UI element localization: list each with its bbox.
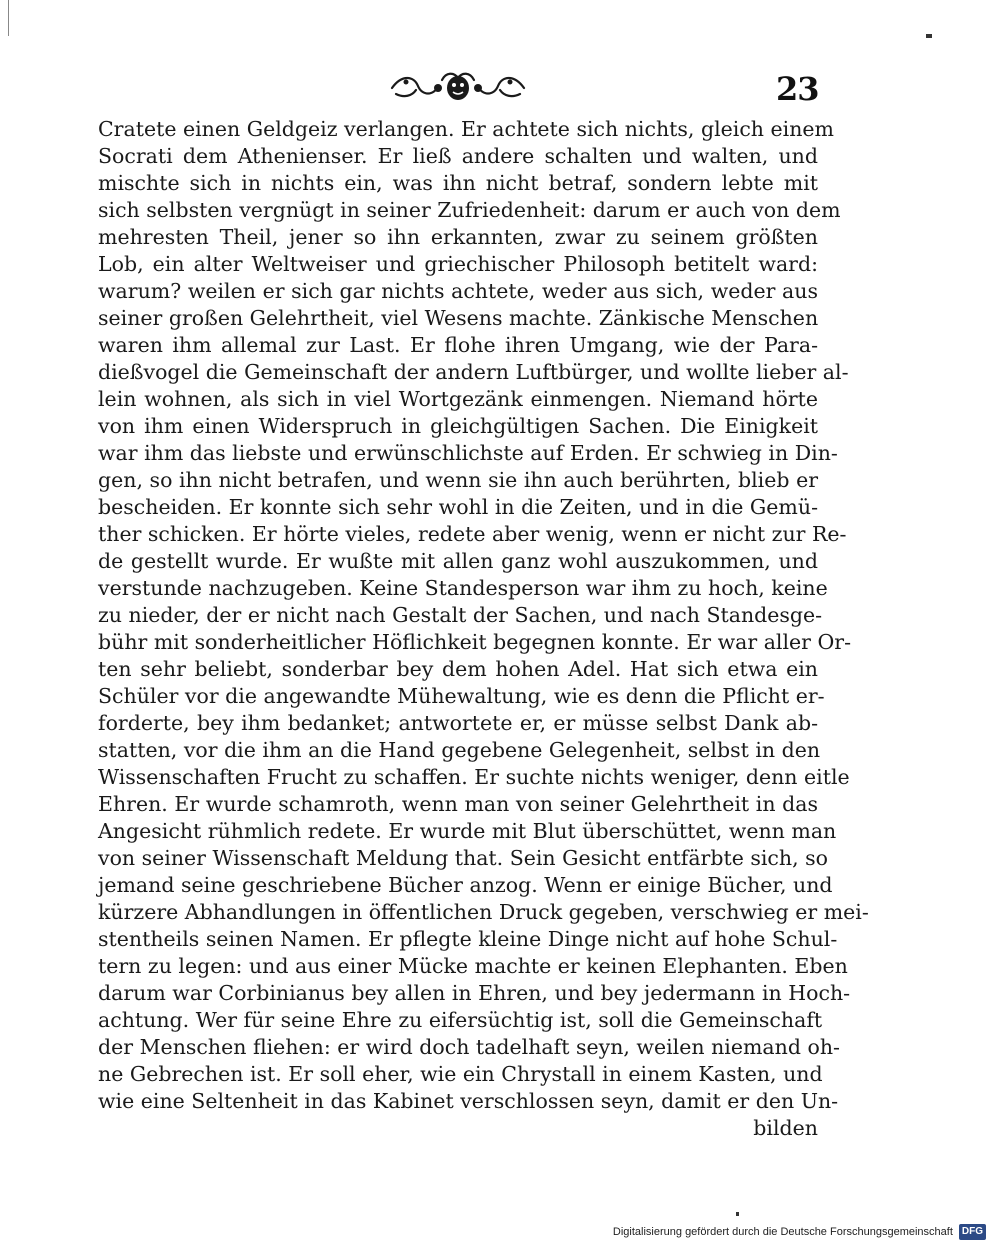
- floral-ornament-icon: [388, 68, 528, 104]
- text-line: verstunde nachzugeben. Keine Standesperson war ihm zu hoch, keine: [98, 576, 828, 600]
- text-line: lein wohnen, als sich in viel Wortgezänk einmengen. Niemand hörte: [98, 387, 818, 411]
- text-line: ther schicken. Er hörte vieles, redete aber wenig, wenn er nicht zur Re-: [98, 522, 847, 546]
- text-line: gen, so ihn nicht betrafen, und wenn sie ihn auch berührten, blieb er: [98, 468, 818, 492]
- text-line: ten sehr beliebt, sonderbar bey dem hohen Adel. Hat sich etwa ein: [98, 657, 818, 681]
- text-line: mischte sich in nichts ein, was ihn nicht betraf, sondern lebte mit: [98, 171, 818, 195]
- text-line: der Menschen fliehen: er wird doch tadelhaft seyn, weilen niemand oh-: [98, 1035, 840, 1059]
- text-line: ne Gebrechen ist. Er soll eher, wie ein Chrystall in einem Kasten, und: [98, 1062, 823, 1086]
- text-line: achtung. Wer für seine Ehre zu eifersüchtig ist, soll die Gemeinschaft: [98, 1008, 823, 1032]
- text-line: darum war Corbinianus bey allen in Ehren, und bey jedermann in Hoch-: [98, 981, 851, 1005]
- scan-speck: [736, 1212, 739, 1216]
- text-line: de gestellt wurde. Er wußte mit allen ganz wohl auszukommen, und: [98, 549, 818, 573]
- text-line: Wissenschaften Frucht zu schaffen. Er suchte nichts weniger, denn eitle: [98, 765, 850, 789]
- scan-speck: [926, 34, 932, 38]
- text-line: von seiner Wissenschaft Meldung that. Sein Gesicht entfärbte sich, so: [98, 846, 829, 870]
- text-line: kürzere Abhandlungen in öffentlichen Druck gegeben, verschwieg er mei-: [98, 900, 869, 924]
- text-line: waren ihm allemal zur Last. Er flohe ihren Umgang, wie der Para-: [98, 333, 818, 357]
- body-text: [98, 116, 869, 1142]
- catchword: bilden: [753, 1116, 818, 1140]
- text-line: sich selbsten vergnügt in seiner Zufriedenheit: darum er auch von dem: [98, 198, 841, 222]
- text-line: Ehren. Er wurde schamroth, wenn man von seiner Gelehrtheit in das: [98, 792, 818, 816]
- text-line: statten, vor die ihm an die Hand gegebene Gelegenheit, selbst in den: [98, 738, 821, 762]
- text-line: Lob, ein alter Weltweiser und griechischer Philosoph betitelt ward:: [98, 252, 818, 276]
- dfg-logo-icon: DFG: [959, 1224, 986, 1240]
- text-line: Socrati dem Athenienser. Er ließ andere schalten und walten, und: [98, 144, 818, 168]
- scan-edge-line: [8, 0, 9, 36]
- text-line: wie eine Seltenheit in das Kabinet verschlossen seyn, damit er den Un-: [98, 1089, 839, 1113]
- text-line: von ihm einen Widerspruch in gleichgültigen Sachen. Die Einigkeit: [98, 414, 818, 438]
- text-line: forderte, bey ihm bedanket; antwortete er, er müsse selbst Dank ab-: [98, 711, 818, 735]
- text-line: mehresten Theil, jener so ihn erkannten, zwar zu seinem größten: [98, 225, 818, 249]
- text-line: Angesicht rühmlich redete. Er wurde mit Blut überschüttet, wenn man: [98, 819, 837, 843]
- text-line: stentheils seinen Namen. Er pflegte kleine Dinge nicht auf hohe Schul-: [98, 927, 838, 951]
- text-line: Schüler vor die angewandte Mühewaltung, wie es denn die Pflicht er-: [98, 684, 825, 708]
- text-line: tern zu legen: und aus einer Mücke machte er keinen Elephanten. Eben: [98, 954, 848, 978]
- text-line: Cratete einen Geldgeiz verlangen. Er achtete sich nichts, gleich einem: [98, 117, 834, 141]
- text-line: jemand seine geschriebene Bücher anzog. Wenn er einige Bücher, und: [98, 873, 833, 897]
- digitization-footer: [613, 1223, 986, 1241]
- text-line: zu nieder, der er nicht nach Gestalt der Sachen, und nach Standesge-: [98, 603, 823, 627]
- text-line: seiner großen Gelehrtheit, viel Wesens machte. Zänkische Menschen: [98, 306, 819, 330]
- text-line: dießvogel die Gemeinschaft der andern Luftbürger, und wollte lieber al-: [98, 360, 849, 384]
- text-line: war ihm das liebste und erwünschlichste auf Erden. Er schwieg in Din-: [98, 441, 838, 465]
- page-number: 23: [776, 70, 819, 108]
- text-line: bescheiden. Er konnte sich sehr wohl in die Zeiten, und in die Gemü-: [98, 495, 818, 519]
- funding-credit: Digitalisierung gefördert durch die Deutsche Forschungsgemeinschaft: [612, 1226, 953, 1238]
- text-line: bühr mit sonderheitlicher Höflichkeit begegnen konnte. Er war aller Or-: [98, 630, 852, 654]
- text-line: warum? weilen er sich gar nichts achtete, weder aus sich, weder aus: [98, 279, 818, 303]
